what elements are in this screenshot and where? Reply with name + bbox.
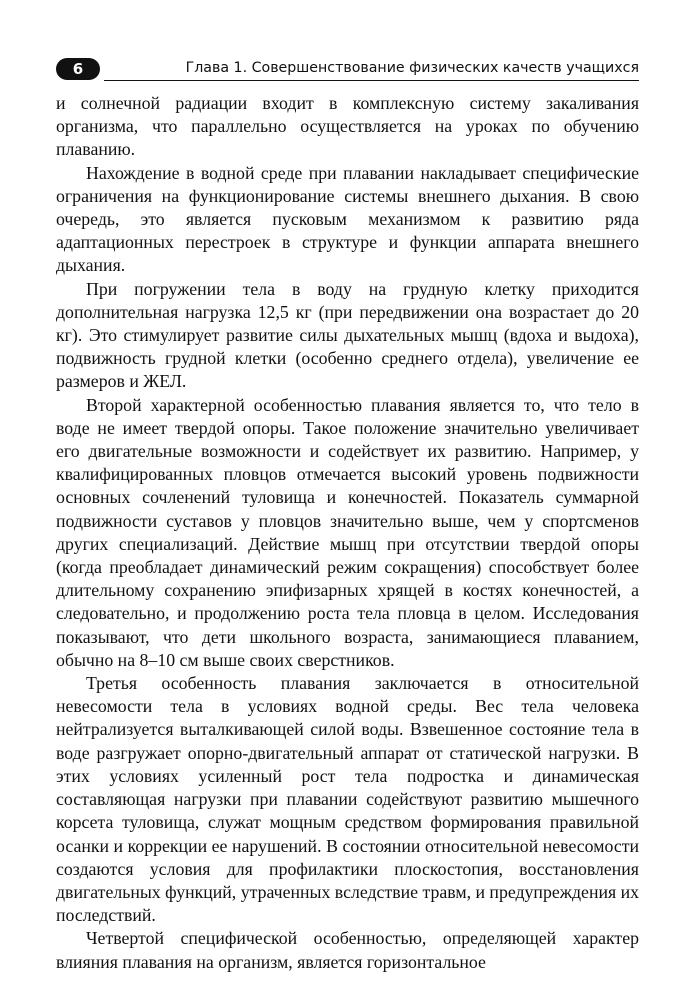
page-number: 6 — [56, 58, 100, 80]
paragraph: При погружении тела в воду на грудную клетку приходится дополнительная нагрузка 12,5 кг (при передвижении она возрастает до 20 кг). Это стимулирует развитие силы дыхательных мышц (вдоха и выдоха), подвижность грудной клетки (особенно среднего отдела), увеличение ее размеров и ЖЕЛ. — [56, 278, 639, 392]
page-header — [56, 56, 639, 84]
header-rule — [104, 80, 639, 81]
paragraph: Нахождение в водной среде при плавании накладывает специфические ограничения на функционирование системы внешнего дыхания. В свою очередь, это является пусковым механизмом к развитию ряда адаптационных перестроек в структуре и функции аппарата внешнего дыхания. — [56, 162, 639, 276]
body-text — [56, 92, 639, 974]
running-head: Глава 1. Совершенствование физических качеств учащихся — [185, 60, 639, 76]
paragraph-continued: и солнечной радиации входит в комплексную систему закаливания организма, что параллельно осуществляется на уроках по обучению плаванию. — [56, 93, 639, 160]
paragraph: Четвертой специфической особенностью, определяющей характер влияния плавания на организм, является горизонтальное — [56, 928, 639, 972]
paragraph: Третья особенность плавания заключается в относительной невесомости тела в условиях водной среды. Вес тела человека нейтрализуется выталкивающей силой воды. Взвешенное состояние тела в воде разгружает опорно-двигательный аппарат от статической нагрузки. В этих условиях усиленный рост тела подростка и динамическая составляющая нагрузки при плавании содействуют развитию мышечного корсета туловища, служат мощным средством формирования правильной осанки и коррекции ее нарушений. В состоянии относительной невесомости создаются условия для профилактики плоскостопия, восстановления двигательных функций, утраченных вследствие травм, и предупреждения их последствий. — [56, 673, 640, 926]
paragraph: Второй характерной особенностью плавания является то, что тело в воде не имеет твердой опоры. Такое положение значительно увеличивает его двигательные возможности и содействует их развитию. Например, у квалифицированных пловцов отмечается высокий уровень подвижности основных сочленений туловища и конечностей. Показатель суммарной подвижности суставов у пловцов значительно выше, чем у спортсменов других специализаций. Действие мышц при отсутствии твердой опоры (когда преобладает динамический режим сокращения) способствует более длительному сохранению эпифизарных хрящей в костях конечностей, а следовательно, и продолжению роста тела пловца в целом. Исследования показывают, что дети школьного возраста, занимающиеся плаванием, обычно на 8–10 см выше своих сверстников. — [56, 394, 639, 670]
